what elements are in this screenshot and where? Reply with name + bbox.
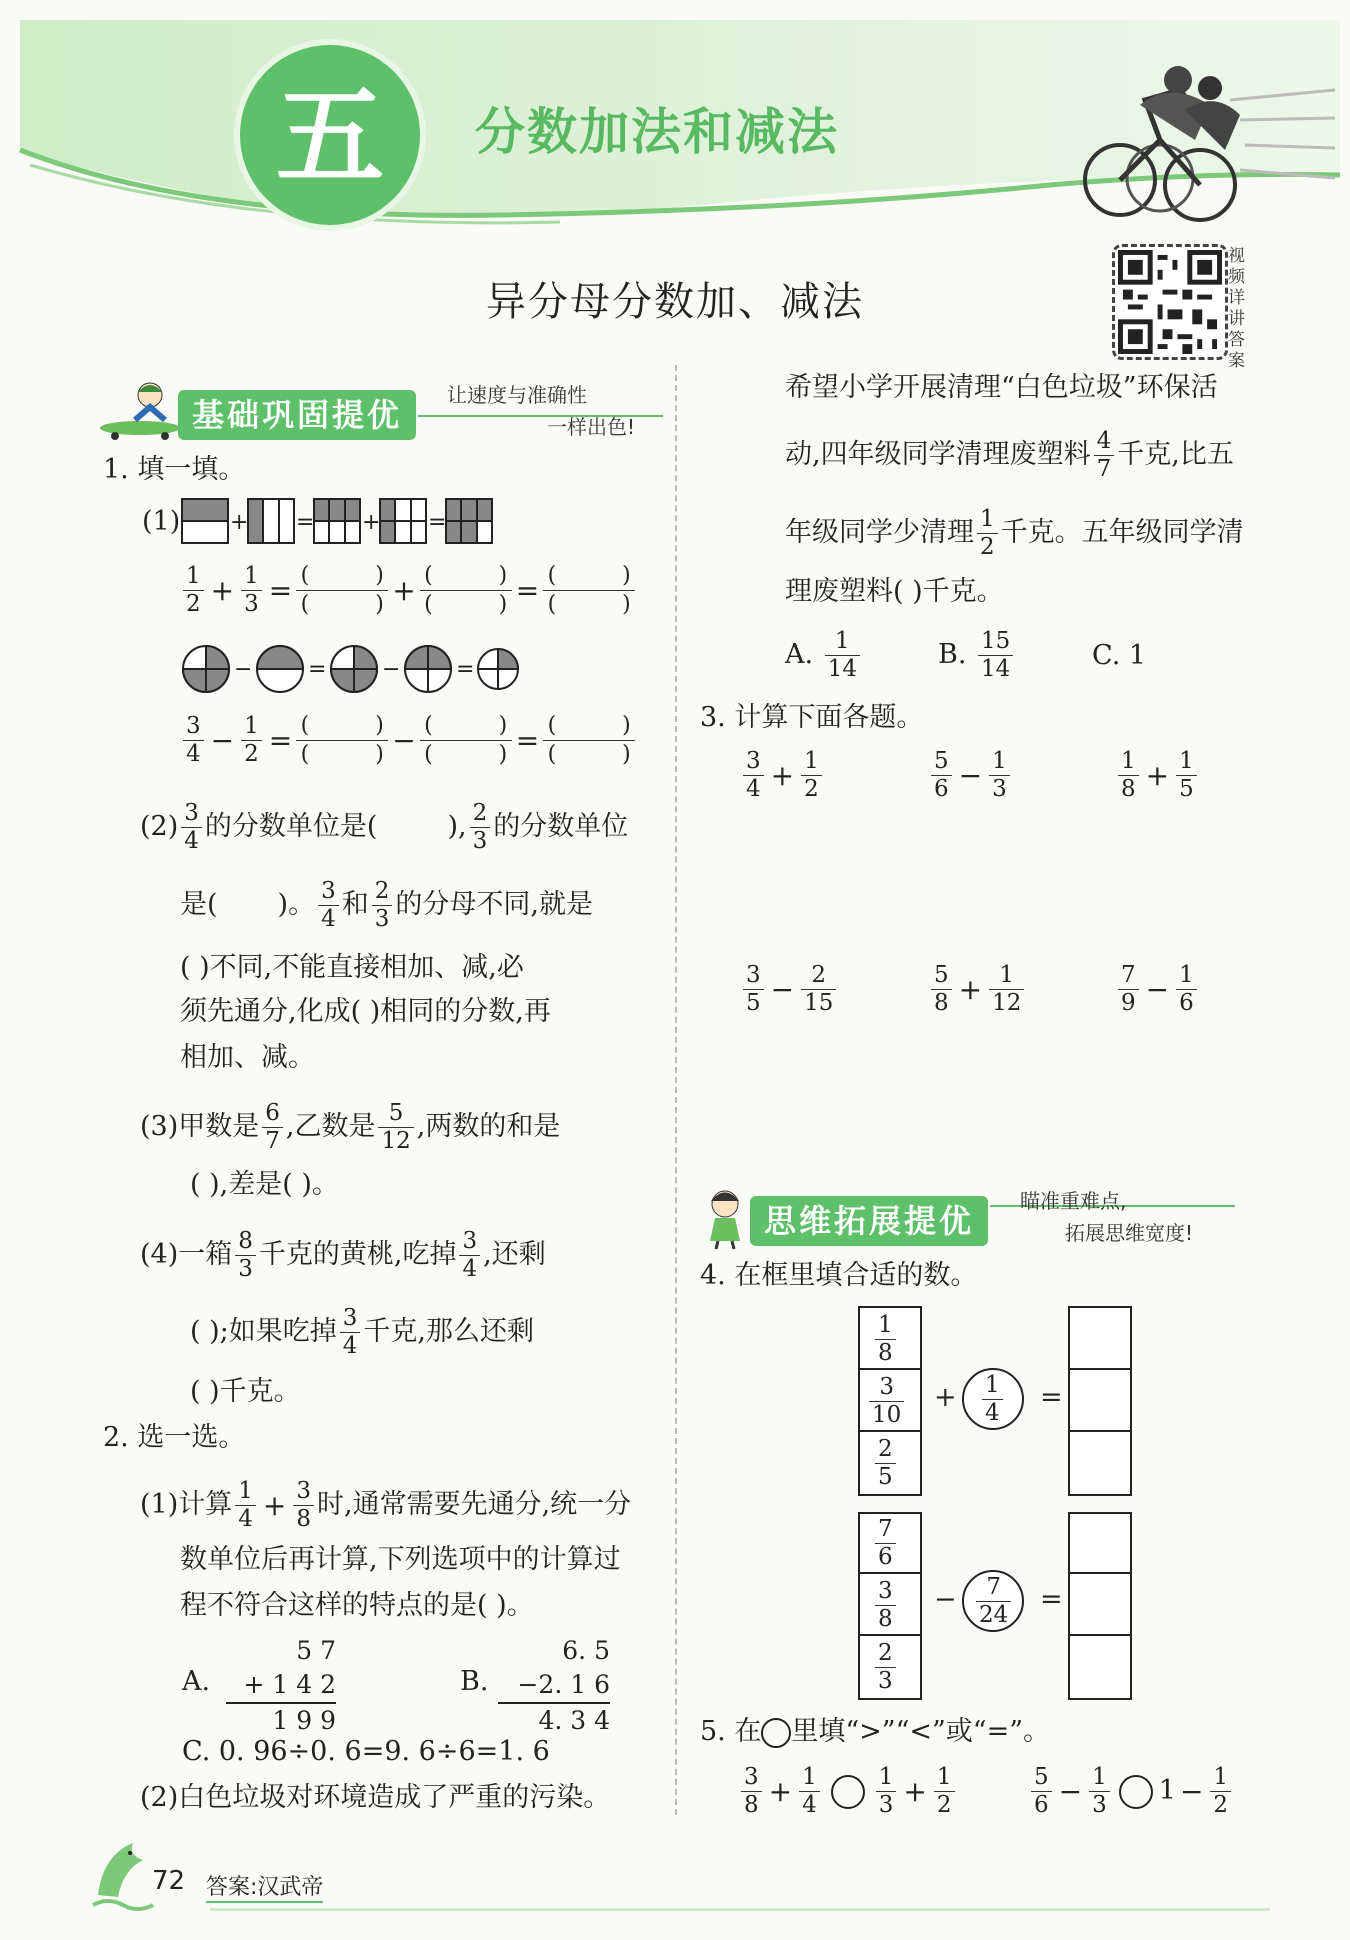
svg-text:=: = (308, 657, 327, 682)
q3-item-3 (1115, 748, 1200, 803)
divider-line (858, 1430, 922, 1432)
denominator: 2 (244, 741, 259, 767)
choice-label: C. (1092, 640, 1121, 671)
answer-blank-fraction[interactable]: ( ) ( ) (543, 562, 635, 619)
fraction (459, 1228, 480, 1283)
denominator: 2 (1213, 1792, 1229, 1818)
calc-row: 5 7 (296, 1636, 336, 1665)
q2-p2: (2)白色垃圾对环境造成了严重的污染。 (140, 1782, 611, 1813)
denominator: 3 (878, 1668, 893, 1694)
numerator: 4 (1094, 428, 1115, 456)
numerator: 3 (459, 1228, 480, 1256)
compare-circle[interactable] (831, 1775, 865, 1809)
fraction (340, 1305, 361, 1360)
divider-line (1068, 1368, 1132, 1370)
numerator: 5 (931, 962, 952, 990)
denominator: 14 (981, 656, 1011, 682)
fraction (931, 748, 952, 803)
numerator: 3 (293, 1478, 314, 1506)
numerator: 1 (1118, 748, 1139, 776)
denominator: 7 (1096, 456, 1112, 482)
girl-mascot-icon (700, 1186, 750, 1250)
chapter-number: 五 (275, 75, 384, 200)
qr-code[interactable] (1112, 244, 1228, 360)
q4-g2-answer-column[interactable] (1068, 1512, 1132, 1700)
fraction (235, 1228, 256, 1283)
operator: − (770, 972, 795, 1006)
dolphin-icon (88, 1835, 158, 1915)
denominator: 3 (374, 906, 390, 932)
text: (3)甲数是 (140, 1111, 260, 1142)
divider-line (1068, 1430, 1132, 1432)
numerator: 1 (982, 1372, 1003, 1400)
q1-p3-line1 (140, 1100, 560, 1155)
q5-compare-1 (738, 1764, 958, 1819)
fraction (378, 1100, 413, 1155)
option-a-calc (226, 1634, 336, 1738)
fraction-circle-diagram (180, 643, 520, 695)
q1-title: 1. 填一填。 (103, 454, 246, 485)
fraction (875, 1578, 896, 1633)
divider-line (1068, 1634, 1132, 1636)
fraction (1176, 962, 1197, 1017)
page-number: 72 (152, 1866, 186, 1896)
divider-line (1068, 1572, 1132, 1574)
circle-blank-icon (761, 1718, 791, 1748)
text: ,还剩 (483, 1239, 546, 1270)
q4-g2-circle-value (973, 1574, 1014, 1629)
text: ,乙数是 (285, 1111, 376, 1142)
fraction (1031, 1764, 1052, 1819)
denominator: 2 (936, 1792, 952, 1818)
numerator: 2 (875, 1640, 896, 1668)
operator: + (958, 972, 983, 1006)
text: ( );如果吃掉 (190, 1316, 337, 1347)
text: 里填“>”“<”或“=”。 (791, 1716, 1051, 1747)
fraction-rect-diagram (180, 495, 510, 547)
denominator: 10 (872, 1402, 902, 1428)
denominator: 9 (1121, 990, 1136, 1016)
q3-item-5 (928, 962, 1027, 1017)
numerator: 3 (875, 1578, 896, 1606)
denominator: 6 (878, 1544, 893, 1570)
q5-compare-2 (1028, 1764, 1234, 1819)
fraction (989, 962, 1024, 1017)
numerator: 1 (241, 713, 262, 741)
svg-text:=: = (456, 657, 475, 682)
denominator: 7 (265, 1128, 280, 1154)
fraction (799, 1764, 820, 1819)
option-a-label[interactable]: A. (182, 1666, 211, 1697)
text: (1)计算 (140, 1489, 233, 1520)
operator: + (770, 758, 795, 792)
q5-title (700, 1712, 1050, 1752)
q3-item-1 (740, 748, 825, 803)
text: 千克,比五 (1117, 439, 1234, 470)
denominator: 3 (878, 1792, 894, 1818)
q2-title: 2. 选一选。 (103, 1422, 246, 1453)
denominator: 2 (980, 534, 995, 560)
numerator: 1 (801, 748, 822, 776)
denominator: 5 (1179, 776, 1194, 802)
option-b-calc (498, 1634, 610, 1738)
operator: − (1058, 1774, 1083, 1808)
fraction (801, 748, 822, 803)
numerator: 1 (1176, 748, 1197, 776)
fraction (743, 962, 764, 1017)
text: (4)一箱 (140, 1239, 233, 1270)
denominator: 4 (186, 741, 201, 767)
plus-sign: + (210, 573, 235, 607)
section-basic-tag: 基础巩固提优 (178, 390, 416, 440)
fraction (875, 1640, 896, 1695)
calc-row: 1 9 9 (272, 1706, 336, 1735)
answer-blank-fraction[interactable]: ( ) ( ) (420, 562, 512, 619)
operator: + (768, 1774, 793, 1808)
fraction (982, 1372, 1003, 1427)
fraction (989, 748, 1010, 803)
equals-sign: = (515, 723, 540, 757)
q1-p2-line5: 相加、减。 (180, 1042, 315, 1073)
fraction (977, 506, 998, 561)
q4-g1-eq: = (1040, 1382, 1063, 1413)
svg-text:+: + (362, 510, 381, 535)
svg-text:=: = (296, 510, 315, 535)
numerator: 1 (1089, 1764, 1110, 1792)
equals-sign: = (268, 573, 293, 607)
denominator: 3 (238, 1256, 253, 1282)
text: 的分数单位 (493, 811, 629, 842)
operator: − (1179, 1774, 1204, 1808)
denominator: 3 (244, 591, 259, 617)
numerator: 2 (875, 1436, 896, 1464)
numerator: 3 (181, 800, 202, 828)
numerator: 1 (989, 748, 1010, 776)
denominator: 24 (979, 1602, 1009, 1628)
minus-sign: − (392, 723, 416, 757)
section-ext-note-2: 拓展思维宽度! (1065, 1221, 1194, 1245)
operator: + (1145, 758, 1170, 792)
numerator: 1 (989, 962, 1024, 990)
fraction (1176, 748, 1197, 803)
denominator: 6 (1179, 990, 1194, 1016)
fraction (1118, 748, 1139, 803)
denominator: 8 (1121, 776, 1136, 802)
numerator: 1 (876, 1764, 897, 1792)
q2-p1-line1 (140, 1478, 631, 1533)
text: 千克,那么还剩 (363, 1316, 534, 1347)
q1-p4-line3: ( )千克。 (190, 1376, 301, 1407)
number: 1 (1158, 1775, 1176, 1806)
fraction (869, 1374, 904, 1429)
numerator: 7 (1118, 962, 1139, 990)
denominator: 14 (827, 656, 857, 682)
fraction (875, 1312, 896, 1367)
text: 的分母不同,就是 (395, 889, 593, 920)
q4-g1-circle-value (979, 1372, 1006, 1427)
q1-p2-line3: ( )不同,不能直接相加、减,必 (180, 952, 524, 983)
fraction (875, 1436, 896, 1491)
numerator: 5 (931, 748, 952, 776)
numerator: 1 (977, 506, 998, 534)
svg-text:−: − (382, 657, 401, 682)
numerator: 1 (241, 563, 262, 591)
plus-sign: + (392, 573, 416, 607)
choice-a[interactable] (785, 628, 863, 683)
q1-p3-line2: ( ),差是( )。 (190, 1169, 339, 1200)
equals-sign: = (268, 723, 293, 757)
numerator: 1 (825, 628, 860, 656)
denominator: 2 (186, 591, 201, 617)
text: 和 (341, 889, 369, 920)
denominator: 4 (184, 828, 199, 854)
option-b-label[interactable]: B. (460, 1666, 489, 1697)
numerator: 1 (799, 1764, 820, 1792)
numerator: 3 (743, 748, 764, 776)
fraction (875, 1516, 896, 1571)
answer-blank-fraction[interactable]: ( ) ( ) (296, 562, 388, 619)
denominator: 4 (321, 906, 336, 932)
numerator: 6 (262, 1100, 283, 1128)
numerator: 2 (372, 878, 393, 906)
denominator: 8 (878, 1340, 893, 1366)
numerator: 2 (801, 962, 836, 990)
fraction (978, 628, 1013, 683)
qr-caption: 视频详讲答案 (1228, 246, 1245, 371)
fraction (934, 1764, 955, 1819)
fraction (241, 713, 262, 768)
text: (2) (140, 811, 179, 842)
q1-p4-line1 (140, 1228, 546, 1283)
q4-title: 4. 在框里填合适的数。 (700, 1260, 978, 1291)
numerator: 1 (934, 1764, 955, 1792)
denominator: 15 (804, 990, 834, 1016)
footer-answer: 答案:汉武帝 (206, 1870, 323, 1903)
fraction (241, 563, 262, 618)
fraction (1094, 428, 1115, 483)
denominator: 8 (878, 1606, 893, 1632)
fraction (181, 800, 202, 855)
fraction (876, 1764, 897, 1819)
fraction (183, 563, 204, 618)
q3-title: 3. 计算下面各题。 (700, 702, 924, 733)
denominator: 4 (802, 1792, 817, 1818)
text: )。 (277, 889, 316, 920)
operator: − (958, 758, 983, 792)
answer-blank-fraction[interactable]: ( ) ( ) (543, 712, 635, 769)
plus-sign: + (262, 1488, 287, 1522)
q2-p2-line1: 希望小学开展清理“白色垃圾”环保活 (785, 372, 1218, 403)
q1-eq1 (180, 562, 635, 619)
numerator: 1 (1210, 1764, 1231, 1792)
denominator: 12 (381, 1128, 411, 1154)
fraction (1118, 962, 1139, 1017)
q1-p2-line1 (140, 800, 628, 855)
compare-circle[interactable] (1119, 1775, 1153, 1809)
q4-g2-eq: = (1040, 1584, 1063, 1615)
denominator: 5 (878, 1464, 893, 1490)
q1-p4-line2 (190, 1305, 534, 1360)
answer-blank-fraction[interactable]: ( ) ( ) (420, 712, 512, 769)
divider-line (858, 1368, 922, 1370)
calc-row: −2. 1 6 (498, 1668, 610, 1704)
fraction (293, 1478, 314, 1533)
denominator: 4 (746, 776, 761, 802)
denominator: 3 (992, 776, 1007, 802)
fraction (1089, 1764, 1110, 1819)
denominator: 3 (472, 828, 488, 854)
q1-p2-line2 (180, 878, 593, 933)
text: 是( (180, 889, 218, 920)
fraction (318, 878, 339, 933)
text: ,两数的和是 (416, 1111, 561, 1142)
q4-g2-cell-3 (872, 1640, 899, 1695)
numerator: 1 (235, 1478, 256, 1506)
q3-item-4 (740, 962, 839, 1017)
option-c[interactable]: C. 0. 96÷0. 6=9. 6÷6=1. 6 (182, 1736, 550, 1767)
q4-g1-cell-2 (866, 1374, 907, 1429)
denominator: 8 (934, 990, 949, 1016)
denominator: 8 (296, 1506, 311, 1532)
denominator: 2 (804, 776, 819, 802)
section-basic-note-1: 让速度与准确性 (447, 383, 587, 407)
q1-p1-label: (1) (142, 506, 181, 537)
text: 的分数单位是( (204, 811, 378, 842)
operator: − (1145, 972, 1170, 1006)
minus-sign: − (210, 723, 235, 757)
numerator: 3 (340, 1305, 361, 1333)
section-ext-tag: 思维拓展提优 (750, 1196, 988, 1246)
numerator: 8 (235, 1228, 256, 1256)
choice-label: B. (938, 639, 967, 670)
calc-row: 6. 5 (562, 1636, 610, 1665)
numerator: 7 (875, 1516, 896, 1544)
fraction (976, 1574, 1011, 1629)
numerator: 3 (743, 962, 764, 990)
numerator: 3 (741, 1764, 762, 1792)
fraction (372, 878, 393, 933)
numerator: 15 (978, 628, 1013, 656)
fraction (235, 1478, 256, 1533)
denominator: 5 (746, 990, 761, 1016)
denominator: 4 (342, 1333, 358, 1359)
text: 千克的黄桃,吃掉 (258, 1239, 457, 1270)
q4-g2-op: − (934, 1584, 957, 1615)
fraction (825, 628, 860, 683)
fraction (801, 962, 836, 1017)
numerator: 1 (875, 1312, 896, 1340)
q2-p1-line3: 程不符合这样的特点的是( )。 (180, 1590, 534, 1621)
numerator: 7 (976, 1574, 1011, 1602)
q4-g2-cell-1 (872, 1516, 899, 1571)
q1-p2-line4: 须先通分,化成( )相同的分数,再 (180, 996, 551, 1027)
denominator: 6 (1034, 1792, 1049, 1818)
chapter-title: 分数加法和减法 (475, 103, 839, 161)
section-basic-note-2: 一样出色! (547, 415, 636, 439)
fraction (741, 1764, 762, 1819)
denominator: 3 (1092, 1792, 1107, 1818)
denominator: 4 (462, 1256, 478, 1282)
cyclist-illustration (1070, 60, 1340, 230)
fraction (1210, 1764, 1231, 1819)
svg-text:−: − (234, 657, 253, 682)
text: 千克。五年级同学清 (1000, 517, 1244, 548)
fraction (262, 1100, 283, 1155)
numerator: 3 (869, 1374, 904, 1402)
equals-sign: = (515, 573, 540, 607)
calc-row: 4. 3 4 (538, 1706, 610, 1735)
operator: + (903, 1774, 927, 1808)
q2-p2-line4: 理废塑料( )千克。 (785, 576, 1004, 607)
fraction (931, 962, 952, 1017)
skateboard-kid-icon (95, 380, 190, 440)
text: ), (447, 811, 467, 842)
divider-line (858, 1572, 922, 1574)
text: 时,通常需要先通分,统一分 (317, 1489, 632, 1520)
q3-item-2 (928, 748, 1013, 803)
calc-row: + 1 4 2 (226, 1668, 336, 1704)
svg-text:+: + (230, 510, 249, 535)
q4-g1-answer-column[interactable] (1068, 1306, 1132, 1496)
denominator: 8 (744, 1792, 759, 1818)
q2-p1-line2: 数单位后再计算,下列选项中的计算过 (180, 1544, 621, 1575)
numerator: 2 (470, 800, 491, 828)
denominator: 4 (238, 1506, 253, 1532)
text: 年级同学少清理 (785, 517, 974, 548)
choice-label: A. (785, 639, 814, 670)
denominator: 4 (985, 1400, 1000, 1426)
q1-eq2 (180, 712, 635, 769)
lesson-title: 异分母分数加、减法 (486, 279, 864, 325)
column-divider (675, 365, 677, 1815)
numerator: 5 (1031, 1764, 1052, 1792)
numerator: 1 (1176, 962, 1197, 990)
q4-g1-cell-3 (872, 1436, 899, 1491)
denominator: 6 (934, 776, 949, 802)
choice-c[interactable] (1092, 636, 1146, 676)
q4-g1-cell-1 (872, 1312, 899, 1367)
fraction (743, 748, 764, 803)
footer-line (210, 1908, 1270, 1911)
choice-value: 1 (1128, 640, 1147, 671)
denominator: 12 (992, 990, 1022, 1016)
q3-item-6 (1115, 962, 1200, 1017)
answer-blank-fraction[interactable]: ( ) ( ) (296, 712, 388, 769)
text: 5. 在 (700, 1716, 762, 1747)
numerator: 3 (183, 713, 204, 741)
text: 动,四年级同学清理废塑料 (785, 439, 1091, 470)
svg-text:=: = (428, 510, 447, 535)
q2-p2-line3 (785, 506, 1244, 561)
qr-code-pattern (1118, 250, 1222, 354)
q4-g2-cell-2 (872, 1578, 899, 1633)
choice-b[interactable] (938, 628, 1016, 683)
q4-g1-op: + (934, 1382, 957, 1413)
fraction (470, 800, 491, 855)
fraction (183, 713, 204, 768)
q2-p2-line2 (785, 428, 1234, 483)
numerator: 3 (318, 878, 339, 906)
divider-line (858, 1634, 922, 1636)
section-ext-note-1: 瞄准重难点, (1020, 1189, 1127, 1213)
numerator: 5 (378, 1100, 413, 1128)
numerator: 1 (183, 563, 204, 591)
